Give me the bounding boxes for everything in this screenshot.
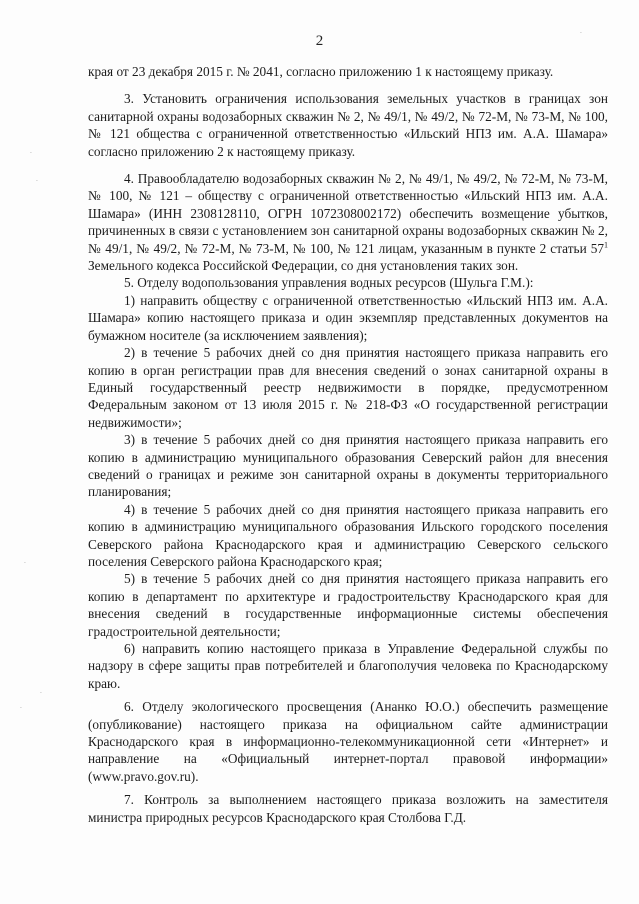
- paragraph-item-4: [88, 170, 608, 274]
- paragraph-item-6: 6. Отделу экологического просвещения (Ананко Ю.О.) обеспечить размещение (опубликование) настоящего приказа на официальном сайте администрации Краснодарского края в информационно-телекоммуникационной сети «Интернет» и направление на «Официальный интернет-портал правовой информации» (www.pravo.gov.ru).: [88, 699, 608, 784]
- scan-speck: ·: [20, 705, 22, 712]
- paragraph-continuation: края от 23 декабря 2015 г. № 2041, согласно приложению 1 к настоящему приказу.: [88, 64, 554, 79]
- scan-speck: ·: [580, 30, 582, 37]
- paragraph-item-3: 3. Установить ограничения использования земельных участков в границах зон санитарной охраны водозаборных скважин № 2, № 49/1, № 49/2, № 72-М, № 73-М, № 100, № 121 общества с ограниченной ответственностью «Ильский НПЗ им. А.А. Шамара» согласно приложению 2 к настоящему приказу.: [88, 91, 608, 159]
- subitem-3: 3) в течение 5 рабочих дней со дня принятия настоящего приказа направить его копию в администрацию муниципального образования Северский район для внесения сведений о границах и режиме зон санитарной охраны в документы территориального планирования;: [88, 432, 608, 500]
- subitem-1: 1) направить обществу с ограниченной ответственностью «Ильский НПЗ им. А.А. Шамара» копию настоящего приказа и один экземпляр представленных документов на бумажном носителе (за исключением заявления);: [88, 292, 608, 343]
- subitem-2: 2) в течение 5 рабочих дней со дня принятия настоящего приказа направить его копию в орган регистрации прав для внесения сведений о зонах санитарной охраны в Единый государственный реестр недвижимости в порядке, предусмотренном Федеральным законом от 13 июля 2015 г. № 218-ФЗ «О государственной регистрации недвижимости»;: [88, 345, 608, 430]
- subitem-4: 4) в течение 5 рабочих дней со дня принятия настоящего приказа направить его копию в администрацию муниципального образования Ильского городского поселения Северского района Краснодарского края и администрацию Северского сельского поселения Северского района Краснодарского края;: [88, 501, 608, 569]
- paragraph-item-4-text: 4. Правообладателю водозаборных скважин № 2, № 49/1, № 49/2, № 72-М, № 73-М, № 100, № 121 – обществу с ограниченной ответственностью «Ильский НПЗ им. А.А. Шамара» (ИНН 2308128110, ОГРН 1072308002172) обеспечить возмещение убытков, причиненных в связи с установлением зон санитарной охраны водозаборных скважин № 2, № 49/1, № 49/2, № 72-М, № 73-М, № 100, № 121 лицам, указанным в пункте 2 статьи 57: [88, 171, 608, 256]
- document-body: [88, 63, 608, 826]
- subitem-5: 5) в течение 5 рабочих дней со дня принятия настоящего приказа направить его копию в департамент по архитектуре и градостроительству Краснодарского края для внесения сведений в государственные информационные системы обеспечения градостроительной деятельности;: [88, 571, 608, 639]
- page-number: 2: [315, 33, 324, 49]
- paragraph-item-7: 7. Контроль за выполнением настоящего приказа возложить на заместителя министра природных ресурсов Краснодарского края Столбова Г.Д.: [88, 792, 608, 825]
- scan-speck: ·: [24, 560, 26, 567]
- subitem-6: 6) направить копию настоящего приказа в Управление Федеральной службы по надзору в сфере защиты прав потребителей и благополучия человека по Краснодарскому краю.: [88, 641, 608, 691]
- footnote-superscript: 1: [604, 240, 608, 250]
- scan-speck: ·: [36, 178, 38, 185]
- paragraph-item-5: 5. Отделу водопользования управления водных ресурсов (Шульга Г.М.):: [124, 275, 534, 291]
- paragraph-item-4-tail: Земельного кодекса Российской Федерации, со дня установления таких зон.: [88, 258, 519, 274]
- scan-speck: ·: [30, 150, 32, 157]
- scan-speck: ·: [40, 690, 42, 697]
